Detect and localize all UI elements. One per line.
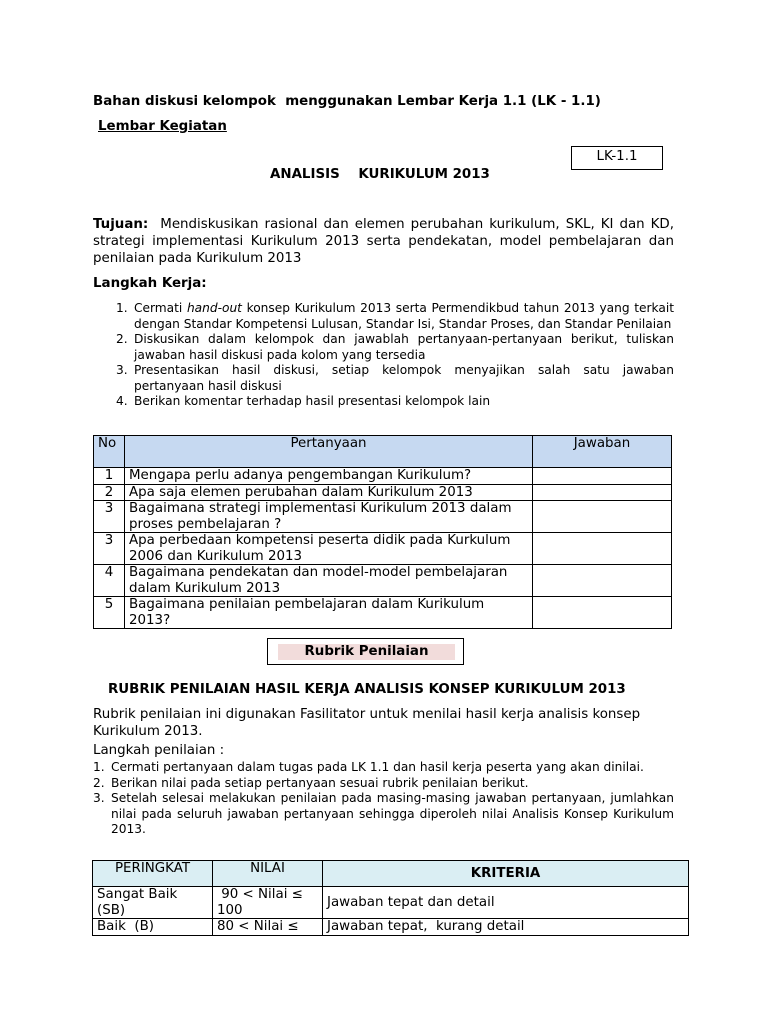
tujuan-paragraph xyxy=(93,216,674,267)
table-row: Baik (B) 80 < Nilai ≤ Jawaban tepat, kurang detail xyxy=(93,919,689,936)
col-header-score: NILAI xyxy=(213,861,323,887)
col-header-no: No xyxy=(94,436,125,468)
table-row: 2 Apa saja elemen perubahan dalam Kurikulum 2013 xyxy=(94,484,672,501)
page-title: ANALISIS KURIKULUM 2013 xyxy=(270,167,490,182)
document-intro: Bahan diskusi kelompok menggunakan Lembar Kerja 1.1 (LK - 1.1) xyxy=(93,94,601,109)
answer-cell[interactable] xyxy=(533,533,672,565)
rubrik-label: Rubrik Penilaian xyxy=(278,644,455,660)
tujuan-label: Tujuan: xyxy=(93,217,149,232)
section-subheading: Lembar Kegiatan xyxy=(98,119,227,134)
list-item: 1. Cermati pertanyaan dalam tugas pada LK 1.1 dan hasil kerja peserta yang akan dinilai. xyxy=(93,760,644,774)
list-item: 3. Setelah selesai melakukan penilaian pada masing-masing jawaban pertanyaan, jumlahkan nilai pada seluruh jawaban pertanyaan sehingga diperoleh nilai Analisis Konsep Kurikulum 2013. xyxy=(93,791,674,836)
list-item: 3. Presentasikan hasil diskusi, setiap kelompok menyajikan salah satu jawaban pertanyaan hasil diskusi xyxy=(116,363,674,393)
table-row: 3 Bagaimana strategi implementasi Kurikulum 2013 dalam proses pembelajaran ? xyxy=(94,501,672,533)
answer-cell[interactable] xyxy=(533,501,672,533)
table-row: 3 Apa perbedaan kompetensi peserta didik pada Kurkulum 2006 dan Kurikulum 2013 xyxy=(94,533,672,565)
rubrik-heading: RUBRIK PENILAIAN HASIL KERJA ANALISIS KONSEP KURIKULUM 2013 xyxy=(108,682,626,697)
list-item: 2. Diskusikan dalam kelompok dan jawablah pertanyaan-pertanyaan berikut, tuliskan jawaban hasil diskusi pada kolom yang tersedia xyxy=(116,332,674,362)
table-row: 5 Bagaimana penilaian pembelajaran dalam Kurikulum 2013? xyxy=(94,597,672,629)
answer-cell[interactable] xyxy=(533,468,672,485)
question-table xyxy=(93,435,672,629)
answer-cell[interactable] xyxy=(533,597,672,629)
rubrik-steps-list xyxy=(93,760,674,838)
langkah-steps-list xyxy=(116,301,674,410)
list-item: 4. Berikan komentar terhadap hasil presentasi kelompok lain xyxy=(116,394,491,408)
list-item: 2. Berikan nilai pada setiap pertanyaan sesuai rubrik penilaian berikut. xyxy=(93,775,529,790)
tujuan-text: Mendiskusikan rasional dan elemen perubahan kurikulum, SKL, KI dan KD, strategi implementasi Kurikulum 2013 serta pendekatan, model pembelajaran dan penilaian pada Kurikulum 2013 xyxy=(93,217,674,266)
answer-cell[interactable] xyxy=(533,484,672,501)
lk-code-box: LK-1.1 xyxy=(571,146,663,170)
col-header-answer: Jawaban xyxy=(533,436,672,468)
table-row: 1 Mengapa perlu adanya pengembangan Kurikulum? xyxy=(94,468,672,485)
langkah-label: Langkah Kerja: xyxy=(93,276,207,291)
table-row: 4 Bagaimana pendekatan dan model-model pembelajaran dalam Kurikulum 2013 xyxy=(94,565,672,597)
rubric-table xyxy=(92,860,689,936)
answer-cell[interactable] xyxy=(533,565,672,597)
rubrik-steps-label: Langkah penilaian : xyxy=(93,743,225,758)
col-header-criteria: KRITERIA xyxy=(323,861,689,887)
col-header-rank: PERINGKAT xyxy=(93,861,213,887)
list-item: 1. Cermati hand-out konsep Kurikulum 2013 serta Permendikbud tahun 2013 yang terkait dengan Standar Kompetensi Lulusan, Standar Isi, Standar Proses, dan Standar Penilaian xyxy=(116,301,674,331)
table-row: Sangat Baik (SB) 90 < Nilai ≤ 100 Jawaban tepat dan detail xyxy=(93,887,689,919)
rubrik-label-box xyxy=(267,638,464,665)
col-header-question: Pertanyaan xyxy=(125,436,533,468)
rubrik-intro: Rubrik penilaian ini digunakan Fasilitator untuk menilai hasil kerja analisis konsep Kurikulum 2013. xyxy=(93,707,641,739)
